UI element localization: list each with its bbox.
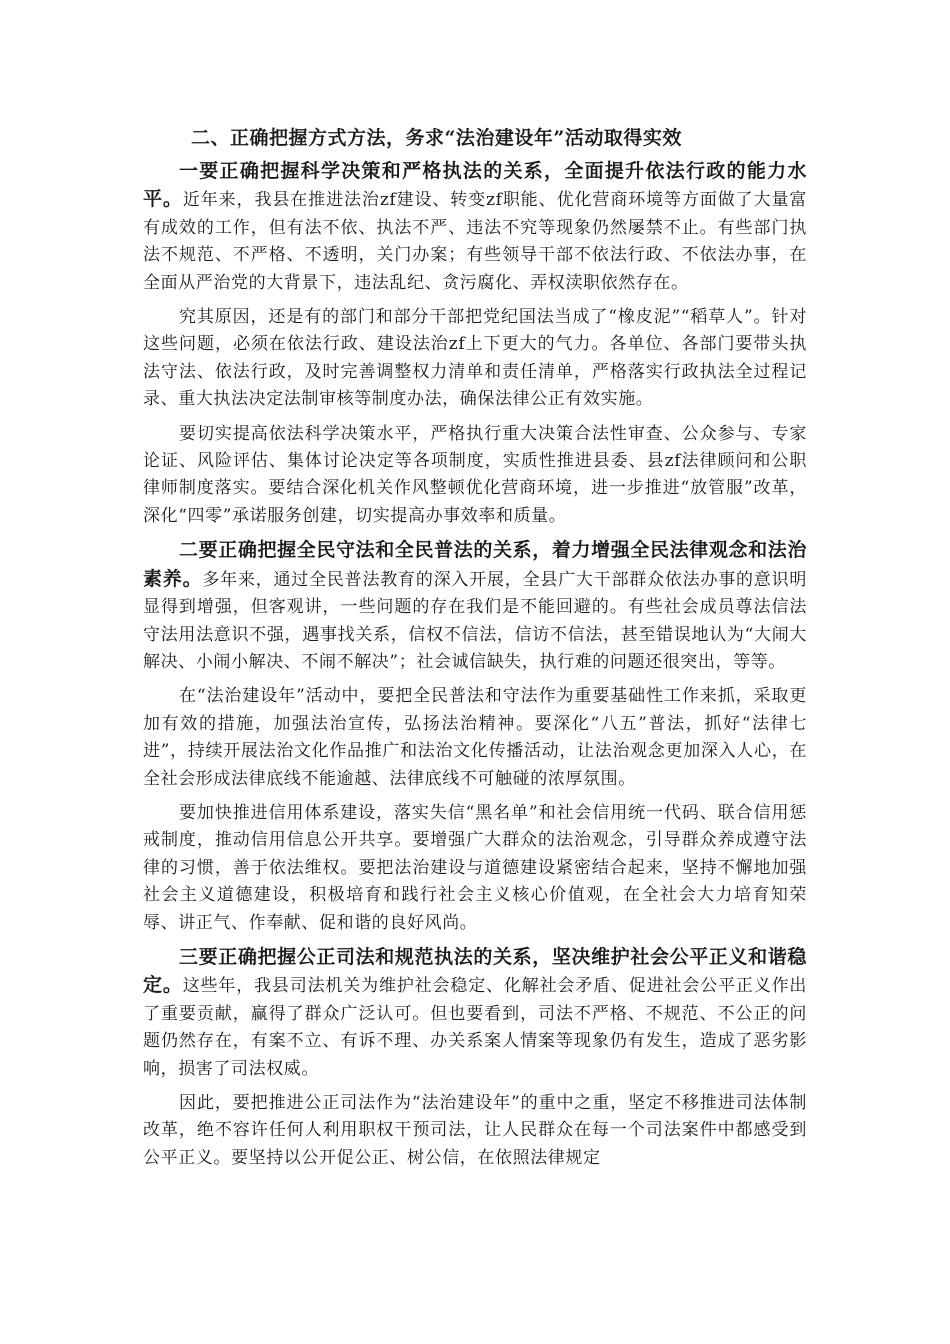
paragraph-text: 要加快推进信用体系建设，落实失信“黑名单”和社会信用统一代码、联合信用惩戒制度，推动信用信息公开共享。要增强广大群众的法治观念，引导群众养成遵守法律的习惯，善于依法维权。要把法治建设与道德建设紧密结合起来，坚持不懈地加强社会主义道德建设，积极培育和践行社会主义核心价值观，在全社会大力培育知荣辱、讲正气、作奉献、促和谐的良好风尚。: [143, 802, 807, 933]
paragraph-3: [143, 421, 807, 531]
paragraph-text: 这些年，我县司法机关为维护社会稳定、化解社会矛盾、促进社会公平正义作出了重要贡献，赢得了群众广泛认可。但也要看到，司法不严格、不规范、不公正的问题仍然存在，有案不立、有诉不理、办关系案人情案等现象仍有发生，造成了恶劣影响，损害了司法权威。: [143, 976, 808, 1079]
paragraph-text: 究其原因，还是有的部门和部分干部把党纪国法当成了“橡皮泥”“稻草人”。针对这些问题，必须在依法行政、建设法治zf上下更大的气力。各单位、各部门要带头执法守法、依法行政，及时完善调整权力清单和责任清单，严格落实行政执法全过程记录、重大执法决定法制审核等制度办法，确保法律公正有效实施。: [143, 307, 807, 410]
paragraph-lead: 三要正确把握公正司法和规范执法的关系，坚决维护社会公平正义和谐稳定。: [143, 945, 807, 997]
paragraph-7: [143, 944, 807, 1083]
paragraph-6: [143, 800, 807, 937]
paragraph-text: 多年来，通过全民普法教育的深入开展，全县广大干部群众依法办事的意识明显得到增强，但客观讲，一些问题的存在我们是不能回避的。有些社会成员尊法信法守法用法意识不强，遇事找关系，信权不信法，信访不信法，甚至错误地认为“大闹大解决、小闹小解决、不闹不解决”；社会诚信缺失，执行难的问题还很突出，等等。: [143, 569, 807, 672]
document-page: [143, 124, 807, 1179]
paragraph-4: [143, 537, 807, 676]
paragraph-2: [143, 304, 807, 414]
paragraph-1: [143, 158, 807, 297]
paragraph-lead: 二要正确把握全民守法和全民普法的关系，着力增强全民法律观念和法治素养。: [143, 539, 807, 590]
paragraph-text: 在“法治建设年”活动中，要把全民普法和守法作为重要基础性工作来抓，采取更加有效的措施，加强法治宣传，弘扬法治精神。要深化“八五”普法，抓好“法律七进”，持续开展法治文化作品推广和法治文化传播活动，让法治观念更加深入人心，在全社会形成法律底线不能逾越、法律底线不可触碰的浓厚氛围。: [143, 686, 807, 789]
paragraph-8: [143, 1090, 807, 1172]
paragraph-text: 因此，要把推进公正司法作为“法治建设年”的重中之重，坚定不移推进司法体制改革，绝不容许任何人利用职权干预司法，让人民群众在每一个司法案件中都感受到公平正义。要坚持以公开促公正、树公信，在依照法律规定: [143, 1093, 807, 1168]
paragraph-5: [143, 683, 807, 793]
paragraph-lead: 一要正确把握科学决策和严格执法的关系，全面提升依法行政的能力水平。: [143, 160, 807, 211]
paragraph-text: 要切实提高依法科学决策水平，严格执行重大决策合法性审查、公众参与、专家论证、风险评估、集体讨论决定等各项制度，实质性推进县委、县zf法律顾问和公职律师制度落实。要结合深化机关作风整顿优化营商环境，进一步推进“放管服”改革，深化“四零”承诺服务创建，切实提高办事效率和质量。: [143, 423, 807, 526]
section-heading: 二、正确把握方式方法，务求“法治建设年”活动取得实效: [191, 127, 682, 149]
paragraph-text: 近年来，我县在推进法治zf建设、转变zf职能、优化营商环境等方面做了大量富有成效的工作，但有法不依、执法不严、违法不究等现象仍然屡禁不止。有些部门执法不规范、不严格、不透明，关门办案；有些领导干部不依法行政、不依法办事，在全面从严治党的大背景下，违法乱纪、贪污腐化、弄权渎职依然存在。: [143, 190, 808, 293]
